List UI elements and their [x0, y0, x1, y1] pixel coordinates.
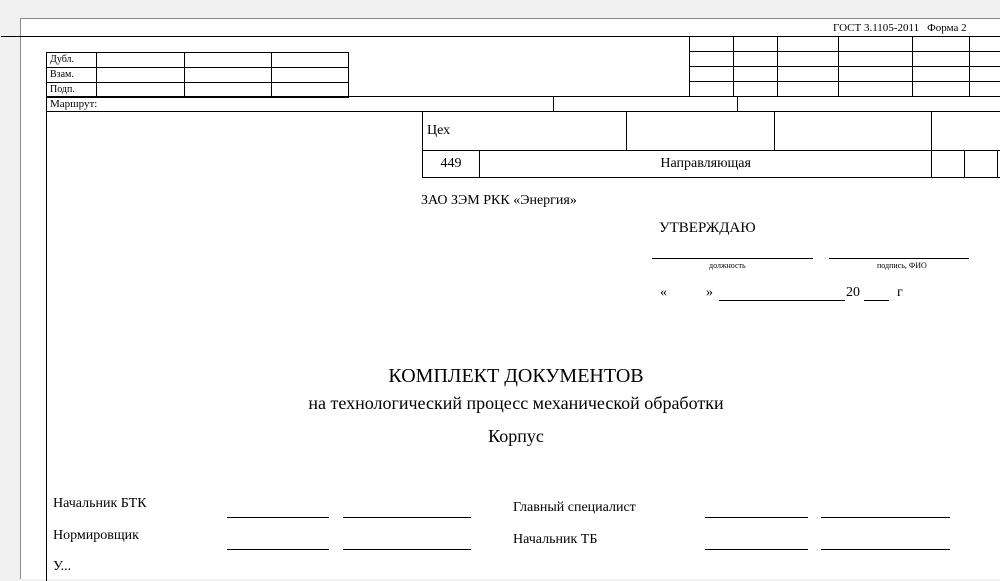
- vzam-label: Взам.: [47, 68, 97, 83]
- signature-line: [227, 549, 329, 550]
- dubl-label: Дубл.: [47, 53, 97, 68]
- rev-cell: [690, 67, 734, 82]
- shop-table: [422, 111, 1000, 178]
- rev-cell: [839, 82, 913, 97]
- part-name: Направляющая: [480, 151, 932, 178]
- document-subtitle: на технологический процесс механической обработки: [21, 393, 1000, 414]
- document-part: Корпус: [21, 426, 1000, 447]
- rev-cell: [778, 82, 839, 97]
- organization-name: ЗАО ЗЭМ РКК «Энергия»: [421, 193, 577, 209]
- signature-line: [227, 517, 329, 518]
- rev-cell: [913, 52, 970, 67]
- name-line: [829, 258, 969, 259]
- rev-cell: [734, 37, 778, 52]
- podp-label: Подп.: [47, 83, 97, 98]
- rev-cell: [913, 82, 970, 97]
- route-label: Маршрут:: [47, 97, 554, 112]
- shop-number: 449: [423, 151, 480, 178]
- signature-line: [705, 549, 808, 550]
- dubl-cell-1: [97, 53, 185, 68]
- vzam-cell-1: [97, 68, 185, 83]
- rev-cell: [913, 37, 970, 52]
- route-row: [46, 96, 1000, 112]
- rev-cell: [690, 52, 734, 67]
- shop-cell-1: [627, 112, 775, 151]
- name-caption: подпись, ФИО: [877, 261, 927, 270]
- rev-cell: [839, 37, 913, 52]
- date-year-line: [864, 300, 889, 301]
- approval-title: УТВЕРЖДАЮ: [659, 220, 756, 237]
- position-caption: должность: [709, 261, 746, 270]
- signature-line: [343, 517, 471, 518]
- rev-cell: [778, 52, 839, 67]
- route-cell-2: [738, 97, 1000, 112]
- date-year-suffix: г: [897, 285, 903, 301]
- rev-cell: [734, 52, 778, 67]
- signature-role-btk: Начальник БТК: [53, 496, 147, 512]
- signature-line: [821, 549, 950, 550]
- rev-cell: [690, 82, 734, 97]
- date-open-quote: «: [660, 285, 667, 301]
- dubl-cell-2: [184, 53, 272, 68]
- rev-cell: [839, 67, 913, 82]
- rev-cell: [778, 37, 839, 52]
- route-cell-1: [554, 97, 738, 112]
- signature-line: [821, 517, 950, 518]
- part-cell-2: [965, 151, 998, 178]
- document-sheet: [20, 18, 1000, 579]
- date-year-prefix: 20: [846, 285, 860, 301]
- date-close-quote: »: [706, 285, 713, 301]
- shop-cell-2: [775, 112, 932, 151]
- rev-cell: [734, 82, 778, 97]
- signature-role-chief-specialist: Главный специалист: [513, 500, 636, 516]
- rev-cell: [970, 67, 1000, 82]
- rev-cell: [734, 67, 778, 82]
- revision-grid: [689, 36, 1000, 97]
- signature-role-partial: У...: [53, 559, 71, 575]
- frame-left-line: [46, 111, 47, 581]
- rev-cell: [970, 37, 1000, 52]
- shop-cell-3: [932, 112, 1000, 151]
- signature-role-chief-tb: Начальник ТБ: [513, 532, 597, 548]
- gost-code: ГОСТ 3.1105-2011: [833, 22, 919, 34]
- rev-cell: [778, 67, 839, 82]
- rev-cell: [970, 52, 1000, 67]
- shop-label: Цех: [423, 112, 627, 151]
- part-cell-1: [932, 151, 965, 178]
- stamp-table: [46, 52, 349, 98]
- signature-role-normirovshik: Нормировщик: [53, 528, 139, 544]
- vzam-cell-2: [184, 68, 272, 83]
- rev-cell: [690, 37, 734, 52]
- position-line: [652, 258, 813, 259]
- date-month-line: [719, 300, 845, 301]
- rev-cell: [839, 52, 913, 67]
- signature-line: [705, 517, 808, 518]
- rev-cell: [970, 82, 1000, 97]
- form-number: Форма 2: [927, 22, 967, 34]
- vzam-cell-3: [272, 68, 349, 83]
- gost-header: [833, 22, 975, 34]
- document-title: КОМПЛЕКТ ДОКУМЕНТОВ: [21, 365, 1000, 388]
- dubl-cell-3: [272, 53, 349, 68]
- signature-line: [343, 549, 471, 550]
- rev-cell: [913, 67, 970, 82]
